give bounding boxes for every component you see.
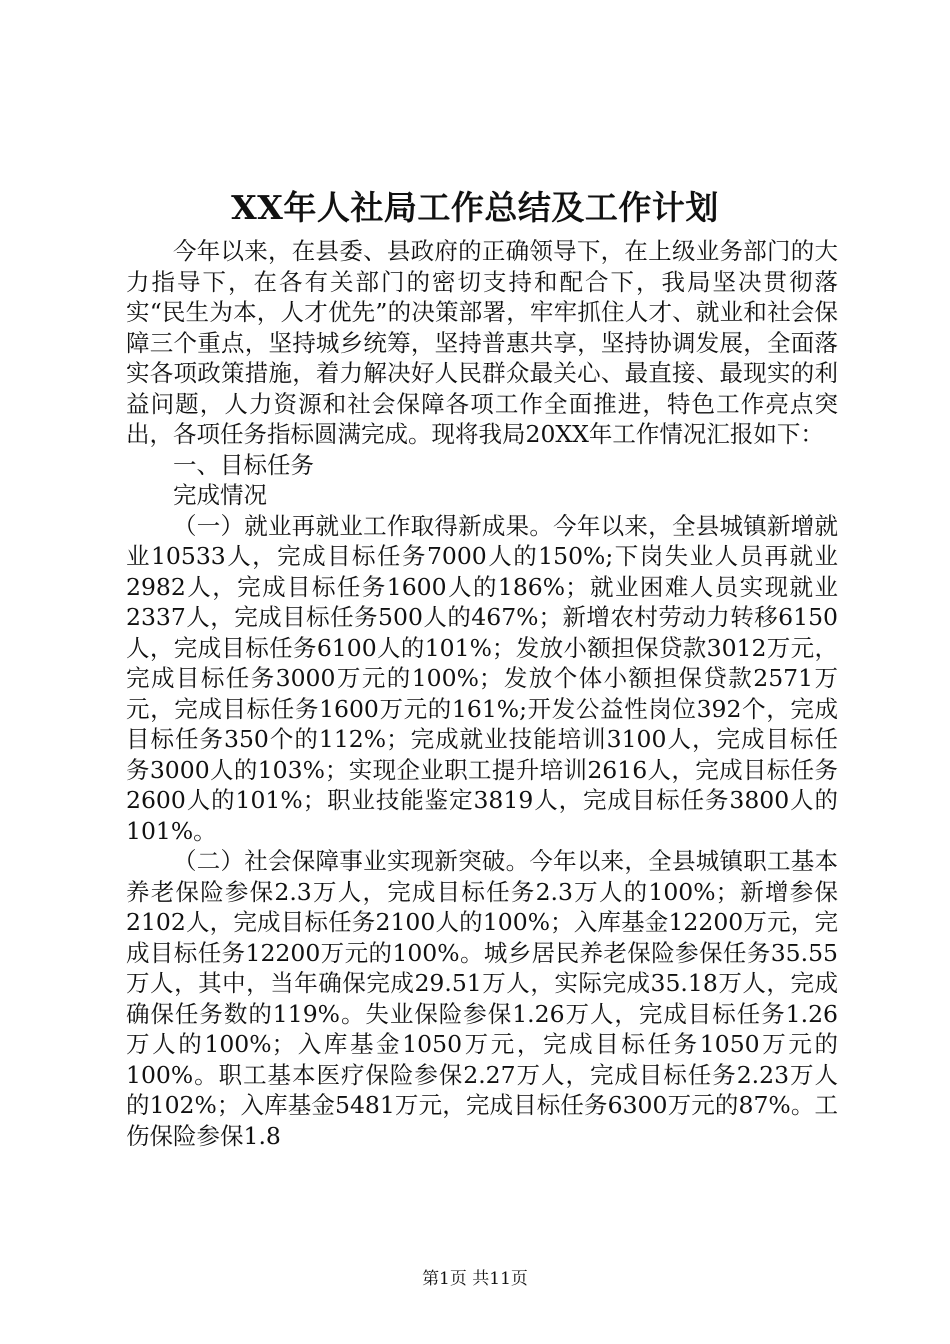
document-title: XX年人社局工作总结及工作计划 bbox=[231, 188, 719, 227]
document-body bbox=[126, 236, 838, 1151]
social-security-paragraph: （二）社会保障事业实现新突破。今年以来，全县城镇职工基本养老保险参保2.3万人，完成目标任务2.3万人的100%；新增参保2102人，完成目标任务2100人的100%；入库基金12200万元，完成目标任务12200万元的100%。城乡居民养老保险参保任务35.55万人，其中，当年确保完成29.51万人，实际完成35.18万人，完成确保任务数的119%。失业保险参保1.26万人，完成目标任务1.26万人的100%；入库基金1050万元，完成目标任务1050万元的100%。职工基本医疗保险参保2.27万人，完成目标任务2.23万人的102%；入库基金5481万元，完成目标任务6300万元的87%。工伤保险参保1.8 bbox=[126, 847, 838, 1150]
section-heading: 一、目标任务 bbox=[173, 450, 314, 479]
employment-paragraph: （一）就业再就业工作取得新成果。今年以来，全县城镇新增就业10533人，完成目标任务7000人的150%;下岗失业人员再就业2982人，完成目标任务1600人的186%；就业困难人员实现就业2337人，完成目标任务500人的467%；新增农村劳动力转移6150人，完成目标任务6100人的101%；发放小额担保贷款3012万元，完成目标任务3000万元的100%；发放个体小额担保贷款2571万元，完成目标任务1600万元的161%;开发公益性岗位392个，完成目标任务350个的112%；完成就业技能培训3100人，完成目标任务3000人的103%；实现企业职工提升培训2616人，完成目标任务2600人的101%；职业技能鉴定3819人，完成目标任务3800人的101%。 bbox=[126, 511, 838, 845]
subsection-heading: 完成情况 bbox=[173, 481, 267, 509]
intro-paragraph: 今年以来，在县委、县政府的正确领导下，在上级业务部门的大力指导下，在各有关部门的密切支持和配合下，我局坚决贯彻落实“民生为本，人才优先”的决策部署，牢牢抓住人才、就业和社会保障三个重点，坚持城乡统筹，坚持普惠共享，坚持协调发展，全面落实各项政策措施，着力解决好人民群众最关心、最直接、最现实的利益问题，人力资源和社会保障各项工作全面推进，特色工作亮点突出，各项任务指标圆满完成。现将我局20XX年工作情况汇报如下： bbox=[126, 237, 838, 448]
page-footer: 第1页 共11页 bbox=[422, 1269, 528, 1289]
